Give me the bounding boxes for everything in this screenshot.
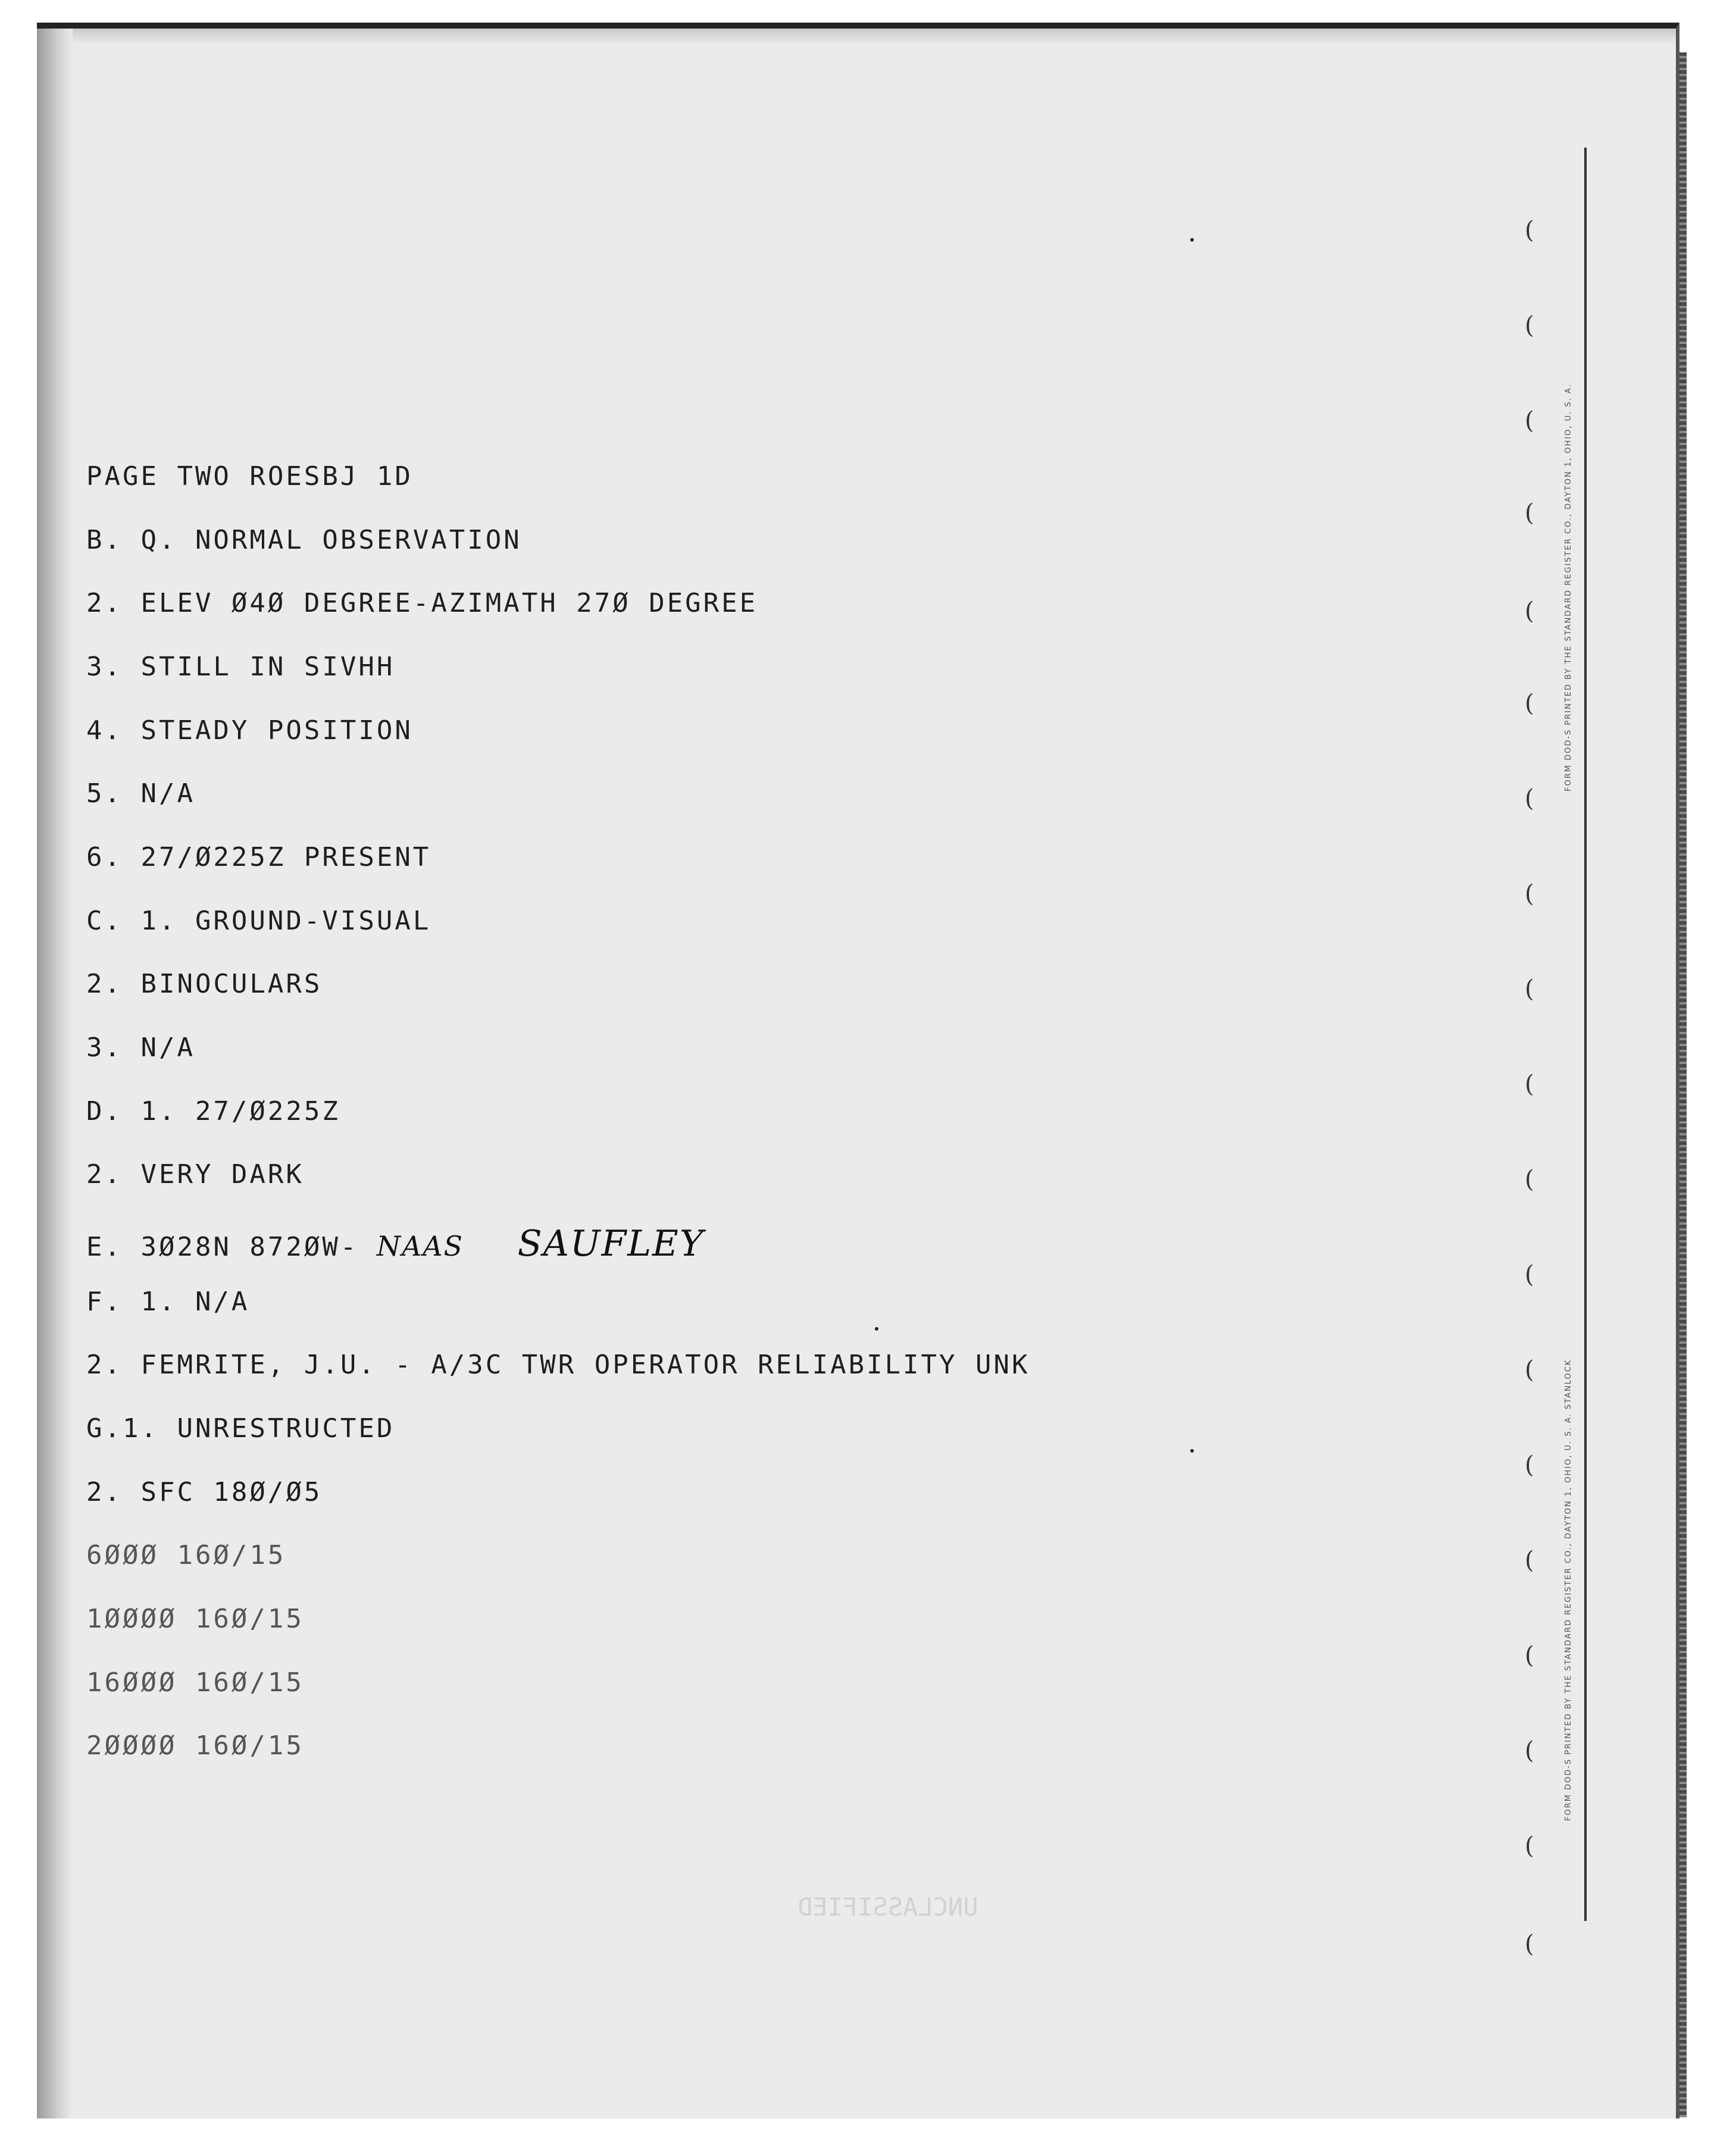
feed-hole-icon: ( [1525, 1930, 1534, 1958]
typed-line: C. 1. GROUND-VISUAL [86, 906, 431, 936]
location-typed: E. 3Ø28N 872ØW- [86, 1232, 359, 1262]
left-edge-shadow [37, 29, 73, 2119]
margin-print-upper: FORM DOD-S PRINTED BY THE STANDARD REGISTER CO., DAYTON 1, OHIO, U. S. A. [1564, 383, 1573, 791]
feed-hole-icon: ( [1525, 312, 1534, 339]
feed-hole-icon: ( [1525, 1166, 1534, 1193]
typed-line: 5. N/A [86, 778, 195, 809]
typed-line: 1ØØØØ 16Ø/15 [86, 1604, 304, 1634]
feed-hole-icon: ( [1525, 1832, 1534, 1860]
perforated-edge [1679, 52, 1687, 2117]
feed-hole-icon: ( [1525, 1642, 1534, 1669]
feed-hole-icon: ( [1525, 1547, 1534, 1574]
tractor-feed-rule [1584, 148, 1587, 1921]
feed-hole-icon: ( [1525, 499, 1534, 527]
feed-hole-icon: ( [1525, 407, 1534, 434]
dust-speck [1190, 238, 1194, 242]
feed-hole-icon: ( [1525, 1261, 1534, 1288]
typed-line: B. Q. NORMAL OBSERVATION [86, 525, 522, 555]
feed-hole-icon: ( [1525, 690, 1534, 717]
dust-speck [875, 1327, 878, 1331]
location-line [86, 1223, 704, 1265]
page-header-line: PAGE TWO ROESBJ 1D [86, 461, 413, 492]
handwritten-annotation: NAAS [376, 1230, 464, 1262]
typed-line: 2. FEMRITE, J.U. - A/3C TWR OPERATOR RELIABILITY UNK [86, 1350, 1030, 1380]
typed-line: 3. STILL IN SIVHH [86, 652, 395, 682]
typed-line: 16ØØØ 16Ø/15 [86, 1667, 304, 1698]
feed-hole-icon: ( [1525, 1071, 1534, 1098]
typed-line: 6ØØØ 16Ø/15 [86, 1540, 286, 1570]
typed-line: 2. ELEV Ø4Ø DEGREE-AZIMATH 27Ø DEGREE [86, 588, 758, 618]
teletype-sheet [37, 23, 1679, 2119]
dust-speck [1190, 1449, 1194, 1453]
top-shadow [37, 29, 1676, 44]
feed-hole-icon: ( [1525, 880, 1534, 908]
typed-line: 4. STEADY POSITION [86, 715, 413, 746]
feed-hole-icon: ( [1525, 975, 1534, 1003]
bleed-through-text: UNCLASSIFIED [797, 1892, 978, 1922]
handwritten-annotation: SAUFLEY [517, 1223, 705, 1265]
feed-hole-icon: ( [1525, 217, 1534, 244]
feed-hole-icon: ( [1525, 1451, 1534, 1479]
typed-line: D. 1. 27/Ø225Z [86, 1096, 340, 1126]
typed-line: 2. SFC 18Ø/Ø5 [86, 1477, 323, 1507]
feed-hole-icon: ( [1525, 785, 1534, 812]
typed-line: 6. 27/Ø225Z PRESENT [86, 842, 431, 872]
feed-hole-icon: ( [1525, 1356, 1534, 1384]
typed-line: 2ØØØØ 16Ø/15 [86, 1731, 304, 1761]
typed-line: 2. VERY DARK [86, 1159, 304, 1190]
feed-hole-icon: ( [1525, 597, 1534, 625]
typed-line: G.1. UNRESTRUCTED [86, 1413, 395, 1444]
typed-line: 3. N/A [86, 1032, 195, 1063]
typed-line: 2. BINOCULARS [86, 969, 323, 999]
typed-line: F. 1. N/A [86, 1287, 250, 1317]
feed-hole-icon: ( [1525, 1737, 1534, 1764]
margin-print-lower: FORM DOD-S PRINTED BY THE STANDARD REGISTER CO., DAYTON 1, OHIO, U. S. A. STANLOCK [1564, 1359, 1573, 1821]
